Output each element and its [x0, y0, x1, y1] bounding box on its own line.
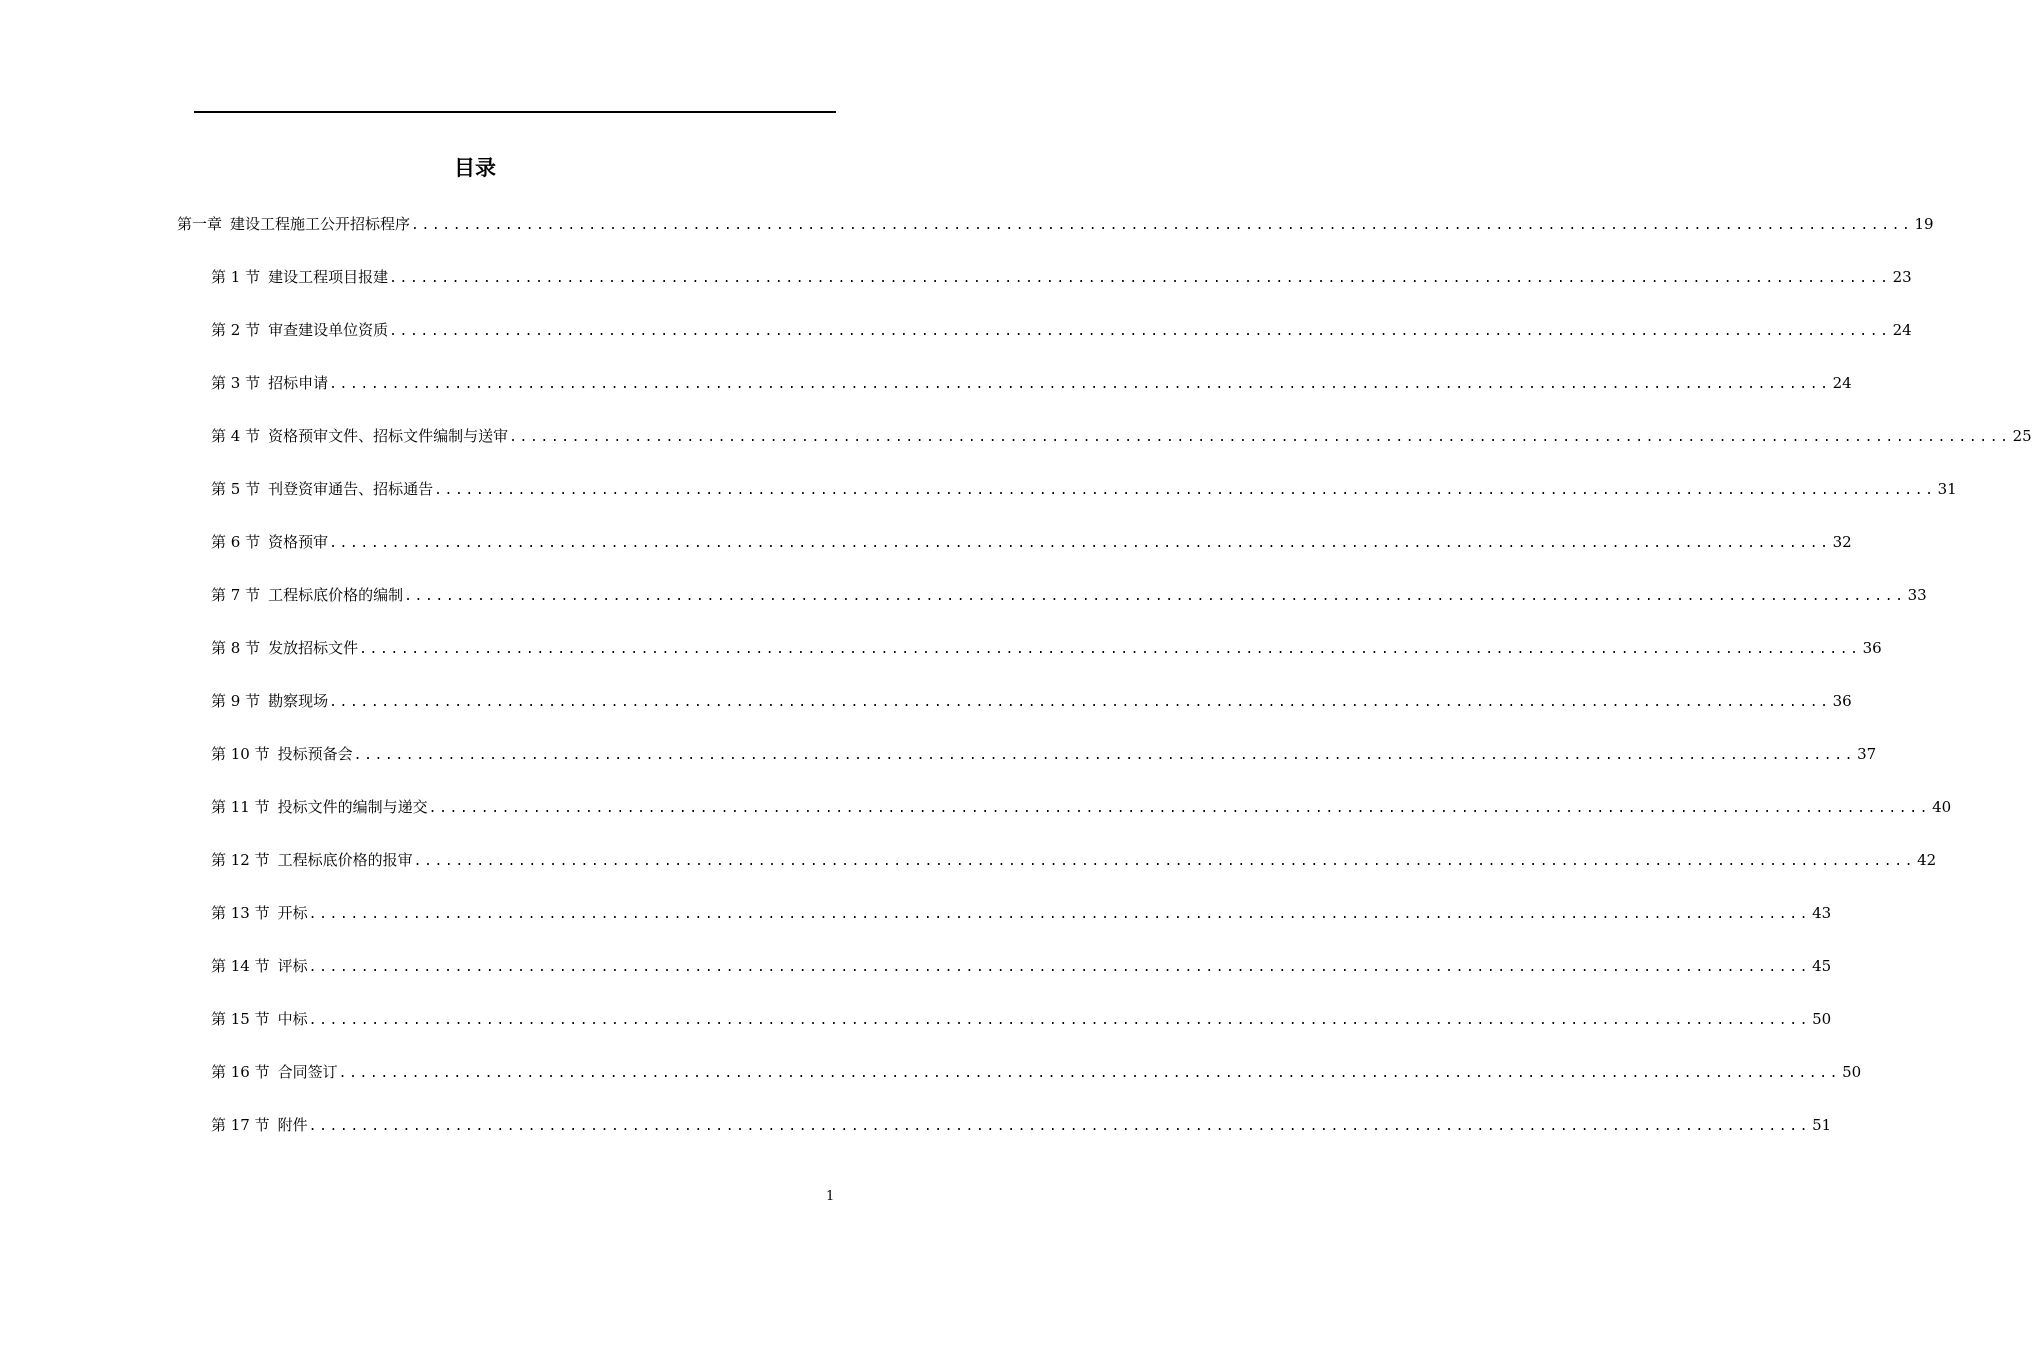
toc-entry-page: 31 [1937, 480, 1957, 498]
toc-entry-title: 中标 [277, 1010, 308, 1028]
toc-entry-label [211, 955, 308, 977]
toc-entry-page: 33 [1907, 586, 1927, 604]
toc-entry-section-17[interactable] [211, 1114, 1832, 1138]
toc-entry-section-9[interactable] [211, 690, 1852, 714]
toc-entry-number: 第 14 节 [211, 957, 270, 975]
toc-dot-leader: ................................................................................................................................................ [389, 324, 1891, 339]
toc-entry-page: 50 [1812, 1010, 1832, 1028]
toc-entry-page: 32 [1832, 533, 1852, 551]
toc-dot-leader: ................................................................................................................................................ [329, 536, 1831, 551]
toc-entry-number: 第 5 节 [211, 480, 261, 498]
toc-entry-number: 第 2 节 [211, 321, 261, 339]
toc-entry-page: 25 [2012, 427, 2032, 445]
toc-entry-label [211, 266, 388, 288]
toc-entry-label [211, 1061, 338, 1083]
toc-entry-section-4[interactable] [211, 425, 2032, 449]
toc-entry-number: 第 17 节 [211, 1116, 270, 1134]
toc-entry-label [211, 690, 328, 712]
toc-dot-leader: ................................................................................................................................................ [428, 801, 1931, 816]
toc-entry-label [211, 796, 428, 818]
toc-dot-leader: ................................................................................................................................................ [509, 430, 2011, 445]
toc-dot-leader: ................................................................................................................................................ [308, 960, 1811, 975]
toc-entry-page: 23 [1892, 268, 1912, 286]
toc-entry-section-11[interactable] [211, 796, 1952, 820]
toc-dot-leader: ................................................................................................................................................ [329, 377, 1831, 392]
toc-entry-title: 建设工程项目报建 [268, 268, 389, 286]
page-number: 1 [826, 1189, 835, 1204]
toc-entry-number: 第 9 节 [211, 692, 261, 710]
toc-entry-page: 40 [1932, 798, 1952, 816]
toc-entry-chapter-1[interactable] [177, 213, 1934, 237]
toc-entry-label [211, 902, 308, 924]
toc-entry-label [211, 478, 433, 500]
toc-dot-leader: ................................................................................................................................................ [308, 907, 1811, 922]
toc-entry-title: 工程标底价格的报审 [277, 851, 413, 869]
toc-entry-section-16[interactable] [211, 1061, 1862, 1085]
toc-entry-number: 第 11 节 [211, 798, 270, 816]
toc-entry-page: 24 [1892, 321, 1912, 339]
toc-entry-page: 43 [1812, 904, 1832, 922]
toc-dot-leader: ................................................................................................................................................ [308, 1119, 1811, 1134]
toc-entry-title: 刊登资审通告、招标通告 [268, 480, 434, 498]
toc-entry-page: 24 [1832, 374, 1852, 392]
toc-entry-label [211, 584, 403, 606]
toc-entry-label [211, 372, 328, 394]
toc-entry-section-7[interactable] [211, 584, 1927, 608]
toc-entry-number: 第 16 节 [211, 1063, 270, 1081]
toc-entry-label [211, 1008, 308, 1030]
toc-entry-title: 审查建设单位资质 [268, 321, 389, 339]
toc-entry-number: 第一章 [177, 215, 223, 233]
toc-entry-section-5[interactable] [211, 478, 1957, 502]
toc-entry-title: 开标 [277, 904, 308, 922]
toc-entry-label [211, 1114, 308, 1136]
toc-entry-section-12[interactable] [211, 849, 1937, 873]
toc-entry-section-15[interactable] [211, 1008, 1832, 1032]
toc-entry-title: 附件 [277, 1116, 308, 1134]
toc-entry-title: 投标预备会 [277, 745, 353, 763]
toc-entry-title: 招标申请 [268, 374, 329, 392]
toc-entry-number: 第 4 节 [211, 427, 261, 445]
header-rule [194, 111, 836, 113]
toc-entry-page: 45 [1812, 957, 1832, 975]
toc-entry-section-10[interactable] [211, 743, 1877, 767]
toc-entry-section-3[interactable] [211, 372, 1852, 396]
toc-dot-leader: ................................................................................................................................................ [353, 748, 1856, 763]
toc-dot-leader: ................................................................................................................................................ [434, 483, 1936, 498]
toc-entry-section-1[interactable] [211, 266, 1912, 290]
toc-entry-page: 50 [1842, 1063, 1862, 1081]
toc-entry-page: 51 [1812, 1116, 1832, 1134]
toc-entry-number: 第 13 节 [211, 904, 270, 922]
toc-entry-page: 19 [1914, 215, 1934, 233]
toc-entry-page: 36 [1832, 692, 1852, 710]
toc-entry-title: 工程标底价格的编制 [268, 586, 404, 604]
toc-entry-number: 第 12 节 [211, 851, 270, 869]
toc-entry-section-8[interactable] [211, 637, 1882, 661]
toc-entry-number: 第 10 节 [211, 745, 270, 763]
toc-dot-leader: ................................................................................................................................................ [308, 1013, 1811, 1028]
toc-entry-label [211, 531, 328, 553]
toc-entry-label [211, 849, 413, 871]
toc-dot-leader: ................................................................................................................................................ [413, 854, 1916, 869]
toc-entry-section-13[interactable] [211, 902, 1832, 926]
toc-entry-title: 评标 [277, 957, 308, 975]
toc-dot-leader: ................................................................................................................................................ [329, 695, 1831, 710]
toc-entry-number: 第 7 节 [211, 586, 261, 604]
toc-entry-title: 合同签订 [277, 1063, 338, 1081]
toc-entry-section-6[interactable] [211, 531, 1852, 555]
toc-entry-title: 资格预审文件、招标文件编制与送审 [268, 427, 509, 445]
toc-entry-title: 建设工程施工公开招标程序 [230, 215, 411, 233]
toc-entry-page: 37 [1857, 745, 1877, 763]
toc-entry-section-14[interactable] [211, 955, 1832, 979]
toc-entry-number: 第 3 节 [211, 374, 261, 392]
toc-entry-page: 42 [1917, 851, 1937, 869]
toc-entry-number: 第 6 节 [211, 533, 261, 551]
toc-title: 目录 [454, 156, 496, 180]
toc-entry-number: 第 15 节 [211, 1010, 270, 1028]
toc-entry-label [211, 319, 388, 341]
toc-dot-leader: ................................................................................................................................................ [359, 642, 1861, 657]
toc-entry-label [211, 425, 508, 447]
toc-entry-label [211, 743, 353, 765]
toc-entry-label [177, 213, 410, 235]
toc-entry-title: 资格预审 [268, 533, 329, 551]
toc-entry-number: 第 8 节 [211, 639, 261, 657]
toc-entry-title: 发放招标文件 [268, 639, 359, 657]
toc-dot-leader: ................................................................................................................................................ [389, 271, 1891, 286]
toc-entry-number: 第 1 节 [211, 268, 261, 286]
toc-dot-leader: ................................................................................................................................................ [411, 218, 1913, 233]
toc-entry-title: 勘察现场 [268, 692, 329, 710]
toc-entry-page: 36 [1862, 639, 1882, 657]
toc-entry-label [211, 637, 358, 659]
toc-dot-leader: ................................................................................................................................................ [404, 589, 1906, 604]
toc-entry-title: 投标文件的编制与递交 [277, 798, 428, 816]
toc-entry-section-2[interactable] [211, 319, 1912, 343]
toc-dot-leader: ................................................................................................................................................ [338, 1066, 1841, 1081]
